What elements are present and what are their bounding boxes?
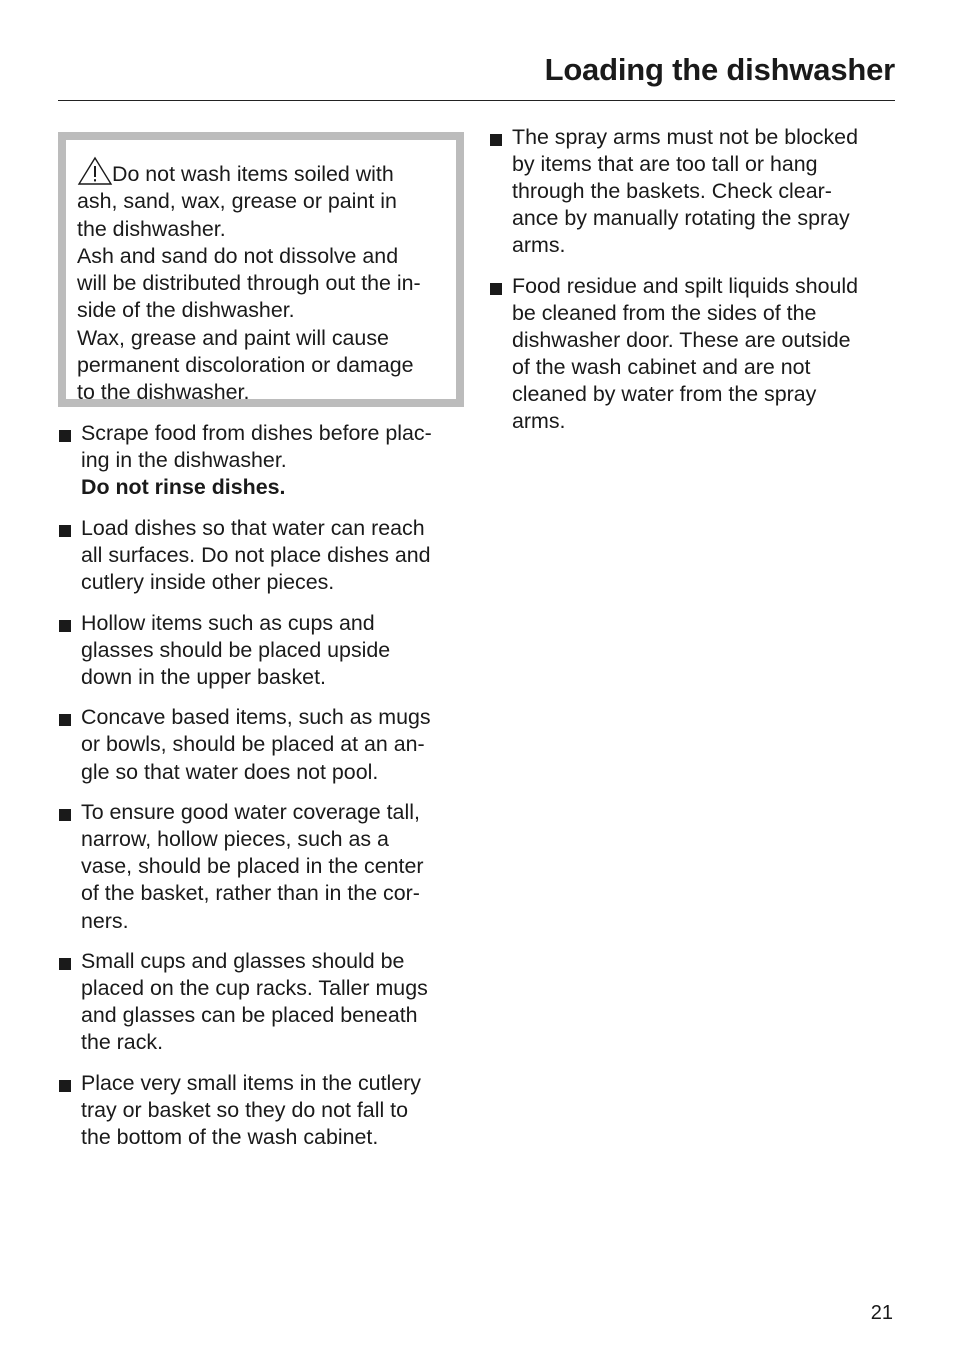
bullet-square-icon: [490, 134, 502, 146]
warning-line-8: permanent discoloration or damage: [77, 353, 414, 378]
bold-instruction: Do not rinse dishes.: [81, 475, 286, 500]
warning-line-1: Do not wash items soiled with: [77, 156, 446, 188]
warning-line-6: side of the dishwasher.: [77, 298, 295, 323]
page-number: 21: [870, 1302, 893, 1324]
bullet-square-icon: [59, 525, 71, 537]
list-item: Scrape food from dishes before plac- ing in the dishwasher. Do not rinse dishes.: [58, 420, 432, 501]
warning-box: [58, 132, 464, 407]
warning-line-2: ash, sand, wax, grease or paint in: [77, 189, 397, 214]
warning-line-9: to the dishwasher.: [77, 380, 250, 405]
left-bullet-list: [58, 420, 432, 1165]
warning-triangle-icon: [77, 156, 113, 186]
warning-line-4: Ash and sand do not dissolve and: [77, 243, 399, 268]
bullet-square-icon: [59, 1080, 71, 1092]
page-title: Loading the dishwasher: [544, 52, 895, 87]
list-item: To ensure good water coverage tall, narrow, hollow pieces, such as a vase, should be placed in the center of the basket, rather than in the cor- ners.: [58, 799, 432, 934]
warning-line-3: the dishwasher.: [77, 216, 226, 241]
warning-line-5: will be distributed through out the in-: [77, 271, 421, 296]
warning-line-7: Wax, grease and paint will cause: [77, 325, 389, 350]
bullet-square-icon: [59, 714, 71, 726]
list-item: Small cups and glasses should be placed on the cup racks. Taller mugs and glasses can be placed beneath the rack.: [58, 948, 432, 1056]
list-item: Hollow items such as cups and glasses should be placed upside down in the upper basket.: [58, 610, 432, 691]
bullet-square-icon: [59, 620, 71, 632]
bullet-square-icon: [59, 958, 71, 970]
list-item: Load dishes so that water can reach all surfaces. Do not place dishes and cutlery inside other pieces.: [58, 515, 432, 596]
list-item: The spray arms must not be blocked by items that are too tall or hang through the baskets. Check clear- ance by manually rotating the spray arms.: [489, 124, 858, 259]
bullet-square-icon: [490, 283, 502, 295]
list-item: Food residue and spilt liquids should be cleaned from the sides of the dishwasher door. These are outside of the wash cabinet and are not cleaned by water from the spray arms.: [489, 273, 858, 436]
title-divider: [58, 100, 895, 101]
list-item: Concave based items, such as mugs or bowls, should be placed at an an- gle so that water does not pool.: [58, 704, 432, 785]
bullet-square-icon: [59, 809, 71, 821]
bullet-square-icon: [59, 430, 71, 442]
right-bullet-list: [489, 124, 858, 449]
list-item: Place very small items in the cutlery tray or basket so they do not fall to the bottom of the wash cabinet.: [58, 1070, 432, 1151]
